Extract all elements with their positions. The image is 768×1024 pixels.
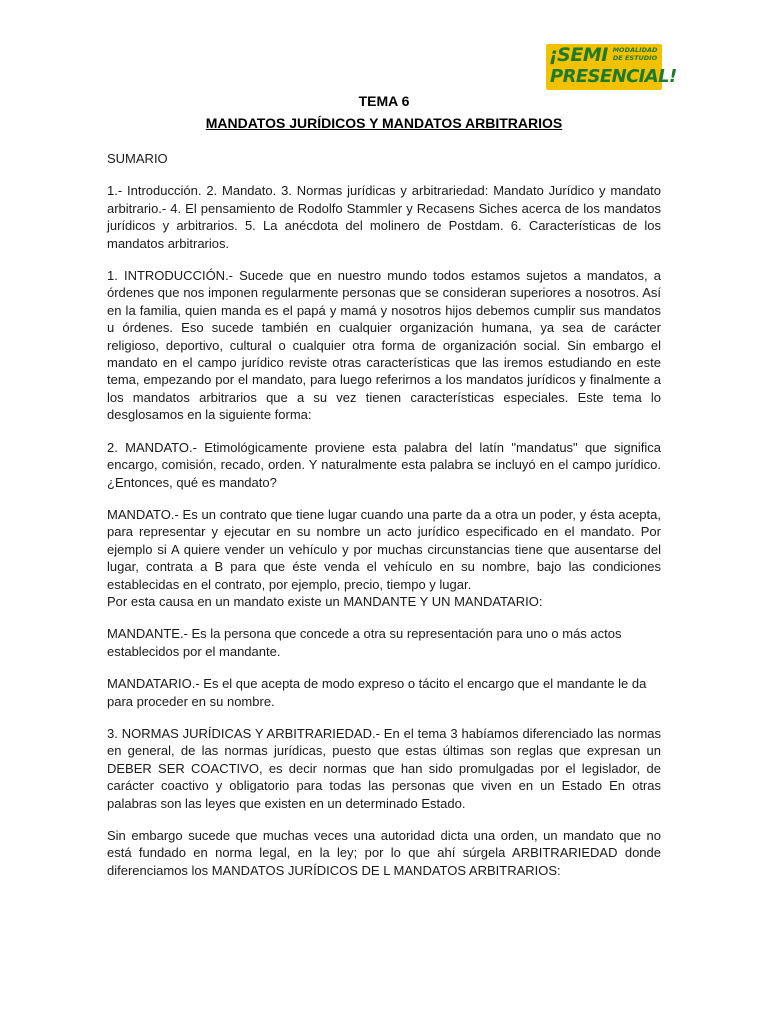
mandato-definition-paragraph: MANDATO.- Es un contrato que tiene lugar cuando una parte da a otra un poder, y ésta acepta, para representar y ejecutar en su nombre un acto jurídico especificado en el mandato. Por ejemplo si A quiere vender un vehículo y por muchas circunstancias tiene que ausentarse del lugar, contrata a B para que éste venda el vehículo en su nombre, bajo las condiciones establecidas en el contrato, por ejemplo, precio, tiempo y lugar. bbox=[107, 506, 661, 592]
arbitrariedad-paragraph: Sin embargo sucede que muchas veces una autoridad dicta una orden, un mandato que no está fundado en norma legal, en la ley; por lo que ahí súrgela ARBITRARIEDAD donde diferenciamos los MANDATOS JURÍDICOS DE L MANDATOS ARBITRARIOS: bbox=[107, 828, 661, 878]
mandatario-definition-paragraph: MANDATARIO.- Es el que acepta de modo expreso o tácito el encargo que el mandante le da para proceder en su nombre. bbox=[107, 676, 647, 709]
document-body bbox=[107, 150, 661, 894]
mandante-definition-paragraph: MANDANTE.- Es la persona que concede a otra su representación para uno o más actos establecidos por el mandante. bbox=[107, 626, 622, 659]
summary-label: SUMARIO bbox=[107, 151, 168, 166]
document-title: MANDATOS JURÍDICOS Y MANDATOS ARBITRARIOS bbox=[205, 115, 563, 131]
logo-tag: MODALIDAD DE ESTUDIO bbox=[612, 46, 658, 62]
topic-number: TEMA 6 bbox=[358, 93, 410, 109]
normas-juridicas-paragraph: 3. NORMAS JURÍDICAS Y ARBITRARIEDAD.- En el tema 3 habíamos diferenciado las normas en general, de las normas jurídicas, puesto que estas últimas son reglas que expresan un DEBER SER COACTIVO, es decir normas que han sido promulgadas por el legislador, de carácter coactivo y obligatorio para todas las personas que viven en un Estado En otras palabras son las leyes que existen en un determinado Estado. bbox=[107, 725, 661, 811]
semipresencial-logo bbox=[546, 44, 677, 90]
summary-paragraph: 1.- Introducción. 2. Mandato. 3. Normas jurídicas y arbitrariedad: Mandato Jurídico y mandato arbitrario.- 4. El pensamiento de Rodolfo Stammler y Recasens Siches acerca de los mandatos jurídicos y arbitrarios. 5. La anécdota del molinero de Postdam. 6. Características de los mandatos arbitrarios. bbox=[107, 183, 661, 251]
introduction-paragraph: 1. INTRODUCCIÓN.- Sucede que en nuestro mundo todos estamos sujetos a mandatos, a órdenes que nos imponen regularmente personas que se consideran superiores a nosotros. Así en la familia, quien manda es el papá y mamá y nosotros hijos debemos cumplir sus mandatos u órdenes. Eso sucede también en cualquier organización humana, ya sea de carácter religioso, deportivo, cultural o cualquier otra forma de organización social. Sin embargo el mandato en el campo jurídico reviste otras características que las iremos estudiando en este tema, empezando por el mandato, para luego referirnos a los mandatos jurídicos y finalmente a los mandatos arbitrarios que a su vez tienen características especiales. Este tema lo desglosamos en la siguiente forma: bbox=[107, 268, 661, 423]
logo-line1: ¡SEMI bbox=[549, 44, 608, 66]
mandato-etymology-paragraph: 2. MANDATO.- Etimológicamente proviene esta palabra del latín "mandatus" que significa encargo, comisión, recado, orden. Y naturalmente esta palabra se incluyó en el campo jurídico. ¿Entonces, qué es mandato? bbox=[107, 439, 661, 490]
logo-line2: PRESENCIAL! bbox=[550, 66, 677, 87]
mandante-mandatario-intro: Por esta causa en un mandato existe un MANDANTE Y UN MANDATARIO: bbox=[107, 593, 543, 609]
